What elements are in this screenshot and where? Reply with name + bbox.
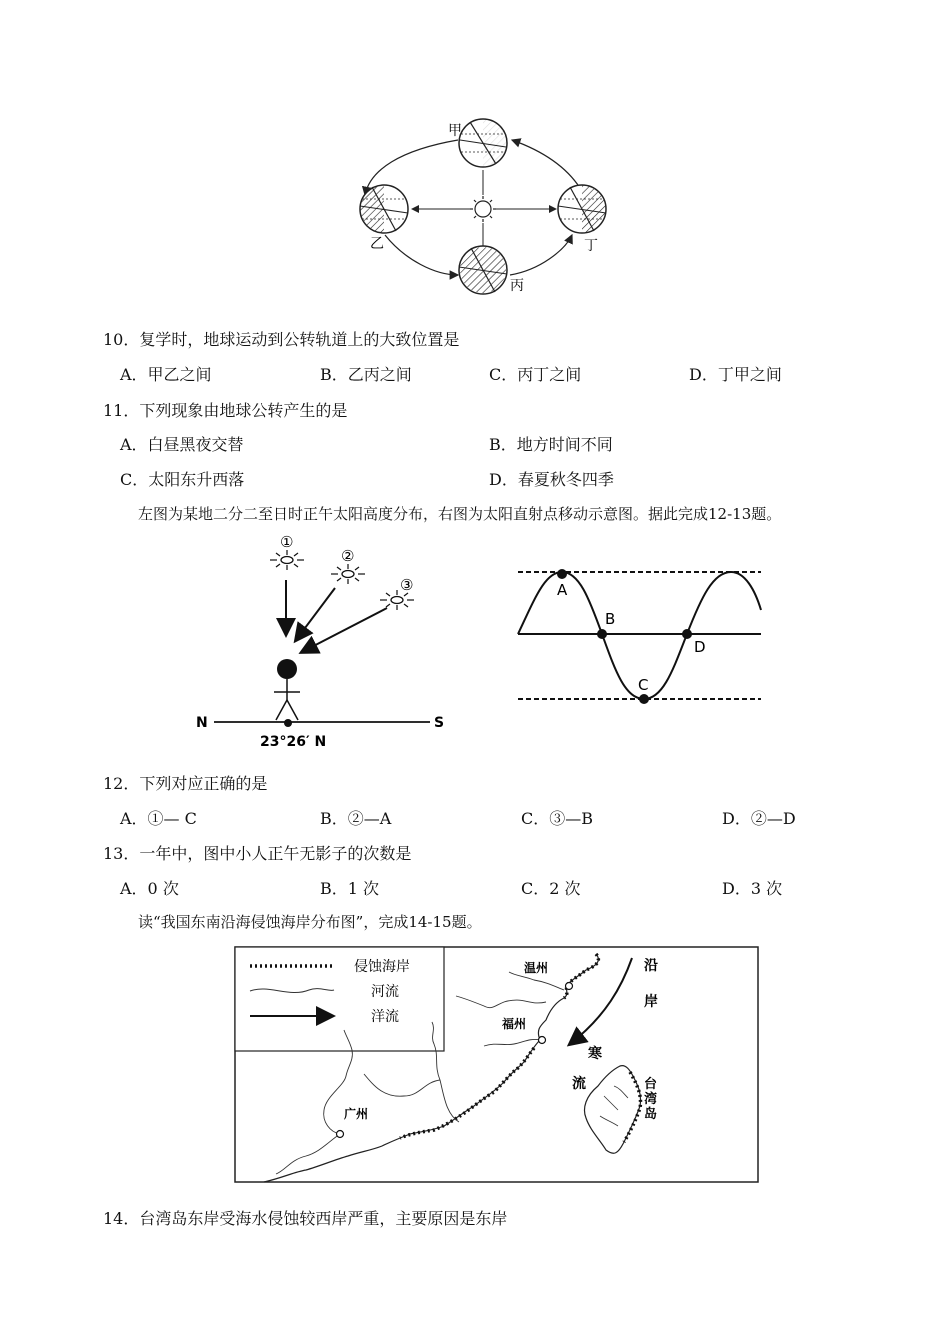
label-jia: 甲 xyxy=(448,123,462,139)
q12-option-c[interactable]: C．③—B xyxy=(521,809,594,828)
orbit-diagram xyxy=(340,110,630,300)
label-bing: 丙 xyxy=(510,278,524,294)
city-wenzhou xyxy=(566,983,573,990)
q13-option-d[interactable]: D．3 次 xyxy=(722,879,783,898)
coast-erosion-map xyxy=(234,946,760,1184)
question-11: 11．下列现象由地球公转产生的是 xyxy=(103,401,348,420)
orbit-arc xyxy=(512,140,580,188)
point-d-label: D xyxy=(694,638,706,656)
question-12: 12．下列对应正确的是 xyxy=(103,774,268,793)
island-char-3: 岛 xyxy=(644,1107,658,1122)
q12-option-b[interactable]: B．②—A xyxy=(320,809,392,828)
point-b-label: B xyxy=(605,610,616,628)
point-a xyxy=(557,569,567,579)
q13-option-b[interactable]: B．1 次 xyxy=(320,879,380,898)
orbit-arc xyxy=(510,235,572,275)
island-char-2: 湾 xyxy=(644,1092,658,1107)
sun-icon xyxy=(470,196,496,222)
q13-option-a[interactable]: A．0 次 xyxy=(120,879,179,898)
q10-option-b[interactable]: B．乙丙之间 xyxy=(320,365,412,384)
q11-option-d[interactable]: D．春夏秋冬四季 xyxy=(489,470,614,489)
earth-jia xyxy=(459,119,507,167)
sun-2-label: ② xyxy=(341,547,355,565)
current-char-3: 寒 xyxy=(588,1046,602,1062)
legend-coast: 侵蚀海岸 xyxy=(354,959,410,975)
intro-12-13: 左图为某地二分二至日时正午太阳高度分布，右图为太阳直射点移动示意图。据此完成12-13题。 xyxy=(138,505,782,523)
question-10: 10．复学时，地球运动到公转轨道上的大致位置是 xyxy=(103,330,460,349)
current-char-4: 流 xyxy=(572,1076,586,1092)
current-char-2: 岸 xyxy=(644,994,658,1010)
q12-option-d[interactable]: D．②—D xyxy=(722,809,796,828)
q10-option-d[interactable]: D．丁甲之间 xyxy=(689,365,782,384)
south-label: S xyxy=(434,715,445,731)
q13-option-c[interactable]: C．2 次 xyxy=(521,879,581,898)
q12-option-a[interactable]: A．①— C xyxy=(120,809,197,828)
q11-option-b[interactable]: B．地方时间不同 xyxy=(489,435,613,454)
point-a-label: A xyxy=(557,581,568,599)
q11-option-a[interactable]: A．白昼黑夜交替 xyxy=(120,435,244,454)
city-guangzhou xyxy=(337,1131,344,1138)
label-wenzhou: 温州 xyxy=(524,961,549,975)
north-label: N xyxy=(196,715,208,731)
current-char-1: 沿 xyxy=(644,958,658,974)
label-guangzhou: 广州 xyxy=(344,1107,369,1121)
latitude-label: 23°26′ N xyxy=(260,734,327,750)
sun-2-icon xyxy=(331,564,365,584)
label-yi: 乙 xyxy=(370,236,384,252)
q11-option-c[interactable]: C．太阳东升西落 xyxy=(120,470,245,489)
point-b xyxy=(597,629,607,639)
earth-ding xyxy=(558,185,606,233)
legend-river: 河流 xyxy=(371,984,399,1000)
ray-2 xyxy=(296,588,335,640)
direct-sun-point-diagram xyxy=(515,560,765,710)
sun-1-icon xyxy=(270,550,304,570)
orbit-arc xyxy=(385,235,458,275)
label-fuzhou: 福州 xyxy=(502,1017,527,1031)
point-d xyxy=(682,629,692,639)
point-c xyxy=(639,694,649,704)
legend-current: 洋流 xyxy=(371,1009,399,1025)
earth-bing xyxy=(459,246,507,294)
point-c-label: C xyxy=(638,676,649,694)
intro-14-15: 读“我国东南沿海侵蚀海岸分布图”，完成14-15题。 xyxy=(138,913,482,931)
sun-1-label: ① xyxy=(280,533,294,551)
city-fuzhou xyxy=(539,1037,546,1044)
q10-option-c[interactable]: C．丙丁之间 xyxy=(489,365,582,384)
earth-yi xyxy=(360,185,408,233)
question-14: 14．台湾岛东岸受海水侵蚀较西岸严重，主要原因是东岸 xyxy=(103,1209,508,1228)
question-13: 13．一年中，图中小人正午无影子的次数是 xyxy=(103,844,412,863)
q10-option-a[interactable]: A．甲乙之间 xyxy=(120,365,212,384)
island-char-1: 台 xyxy=(644,1077,658,1092)
sun-3-label: ③ xyxy=(400,576,414,594)
sun-altitude-diagram xyxy=(190,530,455,750)
person-icon xyxy=(274,659,300,720)
label-ding: 丁 xyxy=(584,238,598,254)
map-legend xyxy=(235,947,444,1051)
